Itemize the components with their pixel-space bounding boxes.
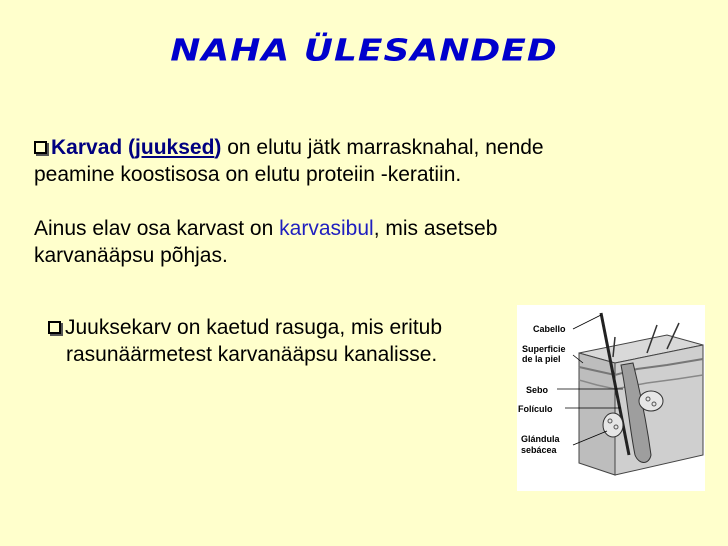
label-superficie-2: de la piel xyxy=(522,354,561,364)
karvasibul-term: karvasibul xyxy=(279,217,374,240)
label-foliculo: Folículo xyxy=(518,404,553,414)
checkbox-bullet-icon xyxy=(34,141,47,154)
hair-label: Karvad xyxy=(51,136,123,159)
paragraph2-text-after: , mis asetseb xyxy=(373,217,498,240)
label-cabello: Cabello xyxy=(533,324,566,334)
label-glandula-2: sebácea xyxy=(521,445,557,455)
paragraph3-line1: Juuksekarv on kaetud rasuga, mis eritub xyxy=(65,316,443,339)
paragraph2-text-before: Ainus elav osa karvast on xyxy=(34,217,280,240)
close-paren: ) xyxy=(214,136,222,159)
page-title: NAHA ÜLESANDED xyxy=(170,33,558,68)
label-superficie-1: Superficie xyxy=(522,344,566,354)
paragraph-sebum xyxy=(48,314,508,368)
paragraph-hair xyxy=(34,134,674,188)
skin-diagram xyxy=(517,305,705,491)
label-glandula-1: Glándula xyxy=(521,434,560,444)
paragraph-bulb xyxy=(34,215,674,269)
paragraph1-text-line1: on elutu jätk marrasknahal, nende xyxy=(221,136,544,159)
paragraph1-text-line2: peamine koostisosa on elutu proteiin -keratiin. xyxy=(34,163,462,186)
paragraph2-text-line2: karvanääpsu põhjas. xyxy=(34,244,228,267)
open-paren: ( xyxy=(128,136,136,159)
paragraph3-line2: rasunäärmetest karvanääpsu kanalisse. xyxy=(66,343,438,366)
juuksed-link[interactable]: juuksed xyxy=(135,136,215,159)
label-sebo: Sebo xyxy=(526,385,549,395)
checkbox-bullet-icon xyxy=(48,321,61,334)
